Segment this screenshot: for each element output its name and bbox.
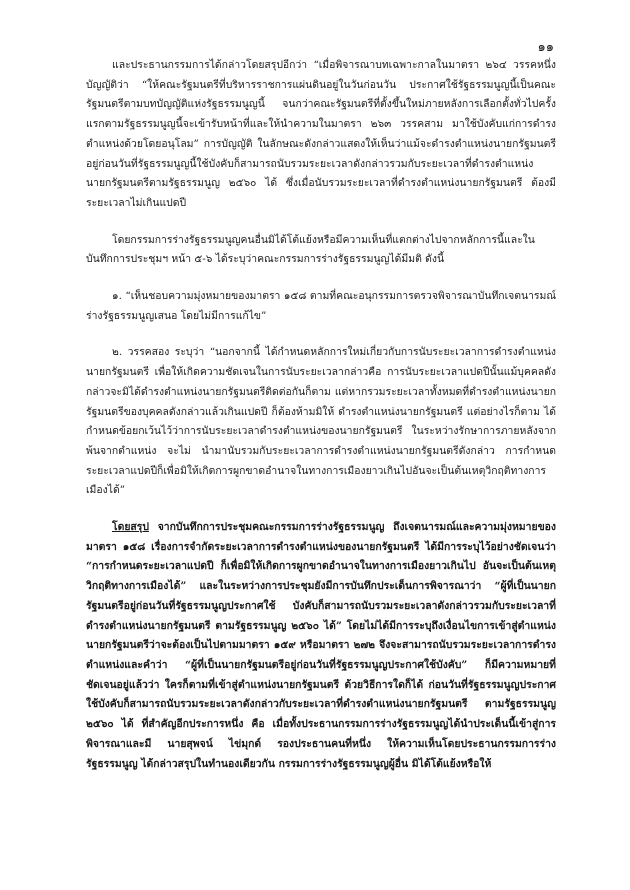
- paragraph-resolution-1: ๑. “เห็นชอบความมุ่งหมายของมาตรา ๑๕๘ ตามที่คณะอนุกรรมการตรวจพิจารณาบันทึกเจตนารมณ์ร่างรัฐธรรมนูญเสนอ โดยไม่มีการแก้ไข”: [86, 290, 556, 322]
- paragraph-resolution-2: ๒. วรรคสอง ระบุว่า “นอกจากนี้ ได้กำหนดหลักการใหม่เกี่ยวกับการนับระยะเวลาการดำรงตำแหน่งนายกรัฐมนตรี เพื่อให้เกิดความชัดเจนในการนับระยะเวลากล่าวคือ การนับระยะเวลาแปดปีนั้นแม้บุคคลดังกล่าวจะมิได้ดำรงตำแหน่งนายกรัฐมนตรีติดต่อกันก็ตาม แต่หากรวมระยะเวลาทั้งหมดที่ดำรงตำแหน่งนายกรัฐมนตรีของบุคคลดังกล่าวแล้วเกินแปดปี ก็ต้องห้ามมิให้ ดำรงตำแหน่งนายกรัฐมนตรี แต่อย่างไรก็ตาม ได้กำหนดข้อยกเว้นไว้ว่าการนับระยะเวลาดำรงตำแหน่งของนายกรัฐมนตรี ในระหว่างรักษาการภายหลังจากพ้นจากตำแหน่ง จะไม่ นำมานับรวมกับระยะเวลาการดำรงตำแหน่งนายกรัฐมนตรีดังกล่าว การกำหนดระยะเวลาแปดปีก็เพื่อมิให้เกิดการผูกขาดอำนาจในทางการเมืองยาวเกินไปอันจะเป็นต้นเหตุวิกฤติทางการเมืองได้”: [86, 346, 556, 497]
- conclusion-text: จากบันทึกการประชุมคณะกรรมการร่างรัฐธรรมนูญ ถึงเจตนารมณ์และความมุ่งหมายของมาตรา ๑๕๘ เรื่องการจำกัดระยะเวลาการดำรงตำแหน่งของนายกรัฐมนตรี ได้มีการระบุไว้อย่างชัดเจนว่า “การกำหนดระยะเวลาแปดปี ก็เพื่อมิให้เกิดการผูกขาดอำนาจในทางการเมืองยาวเกินไป อันจะเป็นต้นเหตุวิกฤติทางการเมืองได้” และในระหว่างการประชุมยังมีการบันทึกประเด็นการพิจารณาว่า “ผู้ที่เป็นนายกรัฐมนตรีอยู่ก่อนวันที่รัฐธรรมนูญประกาศใช้ บังคับก็สามารถนับรวมระยะเวลาดังกล่าวรวมกับระยะเวลาที่ดำรงตำแหน่งนายกรัฐมนตรี ตามรัฐธรรมนูญ ๒๕๖๐ ได้” โดยไม่ได้มีการระบุถึงเงื่อนไขการเข้าสู่ตำแหน่งนายกรัฐมนตรีว่าจะต้องเป็นไปตามมาตรา ๑๕๙ หรือมาตรา ๒๗๒ จึงจะสามารถนับรวมระยะเวลาการดำรงตำแหน่งและคำว่า “ผู้ที่เป็นนายกรัฐมนตรีอยู่ก่อนวันที่รัฐธรรมนูญประกาศใช้บังคับ” ก็มีความหมายที่ชัดเจนอยู่แล้วว่า ใครก็ตามที่เข้าสู่ตำแหน่งนายกรัฐมนตรี ด้วยวิธีการใดก็ได้ ก่อนวันที่รัฐธรรมนูญประกาศใช้บังคับก็สามารถนับรวมระยะเวลาดังกล่าวกับระยะเวลาที่ดำรงตำแหน่งนายกรัฐมนตรี ตามรัฐธรรมนูญ ๒๕๖๐ ได้ ที่สำคัญอีกประการหนึ่ง คือ เมื่อทั้งประธานกรรมการร่างรัฐธรรมนูญได้นำประเด็นนี้เข้าสู่การพิจารณาและมี นายสุพจน์ ไข่มุกด์ รองประธานคนที่หนึ่ง ให้ความเห็นโดยประธานกรรมการร่างรัฐธรรมนูญ ได้กล่าวสรุปในทำนองเดียวกัน กรรมการร่างรัฐธรรมนูญผู้อื่น มิได้โต้แย้งหรือให้: [86, 521, 556, 770]
- paragraph-conclusion: [86, 518, 556, 774]
- paragraph-chairman-summary: และประธานกรรมการได้กล่าวโดยสรุปอีกว่า “เมื่อพิจารณาบทเฉพาะกาลในมาตรา ๒๖๔ วรรคหนึ่ง บัญญัติว่า “ให้คณะรัฐมนตรีที่บริหารราชการแผ่นดินอยู่ในวันก่อนวัน ประกาศใช้รัฐธรรมนูญนี้เป็นคณะรัฐมนตรีตามบทบัญญัติแห่งรัฐธรรมนูญนี้ จนกว่าคณะรัฐมนตรีที่ตั้งขึ้นใหม่ภายหลังการเลือกตั้งทั่วไปครั้งแรกตามรัฐธรรมนูญนี้จะเข้ารับหน้าที่และให้นำความในมาตรา ๒๖๓ วรรคสาม มาใช้บังคับแก่การดำรงตำแหน่งด้วยโดยอนุโลม” การบัญญัติ ในลักษณะดังกล่าวแสดงให้เห็นว่าแม้จะดำรงตำแหน่งนายกรัฐมนตรีอยู่ก่อนวันที่รัฐธรรมนูญนี้ใช้บังคับก็สามารถนับรวมระยะเวลาดังกล่าวรวมกับระยะเวลาที่ดำรงตำแหน่งนายกรัฐมนตรีตามรัฐธรรมนูญ ๒๕๖๐ ได้ ซึ่งเมื่อนับรวมระยะเวลาที่ดำรงตำแหน่งนายกรัฐมนตรี ต้องมีระยะเวลาไม่เกินแปดปี: [86, 59, 556, 209]
- conclusion-lead: โดยสรุป: [112, 521, 149, 534]
- paragraph-no-objection: โดยกรรมการร่างรัฐธรรมนูญคนอื่นมิได้โต้แย้งหรือมีความเห็นที่แตกต่างไปจากหลักการนี้และในบันทึกการประชุมฯ หน้า ๕-๖ ได้ระบุว่าคณะกรรมการร่างรัฐธรรมนูญได้มีมติ ดังนี้: [86, 233, 535, 266]
- document-body: [86, 56, 556, 774]
- page-number: ๑๑: [537, 40, 554, 55]
